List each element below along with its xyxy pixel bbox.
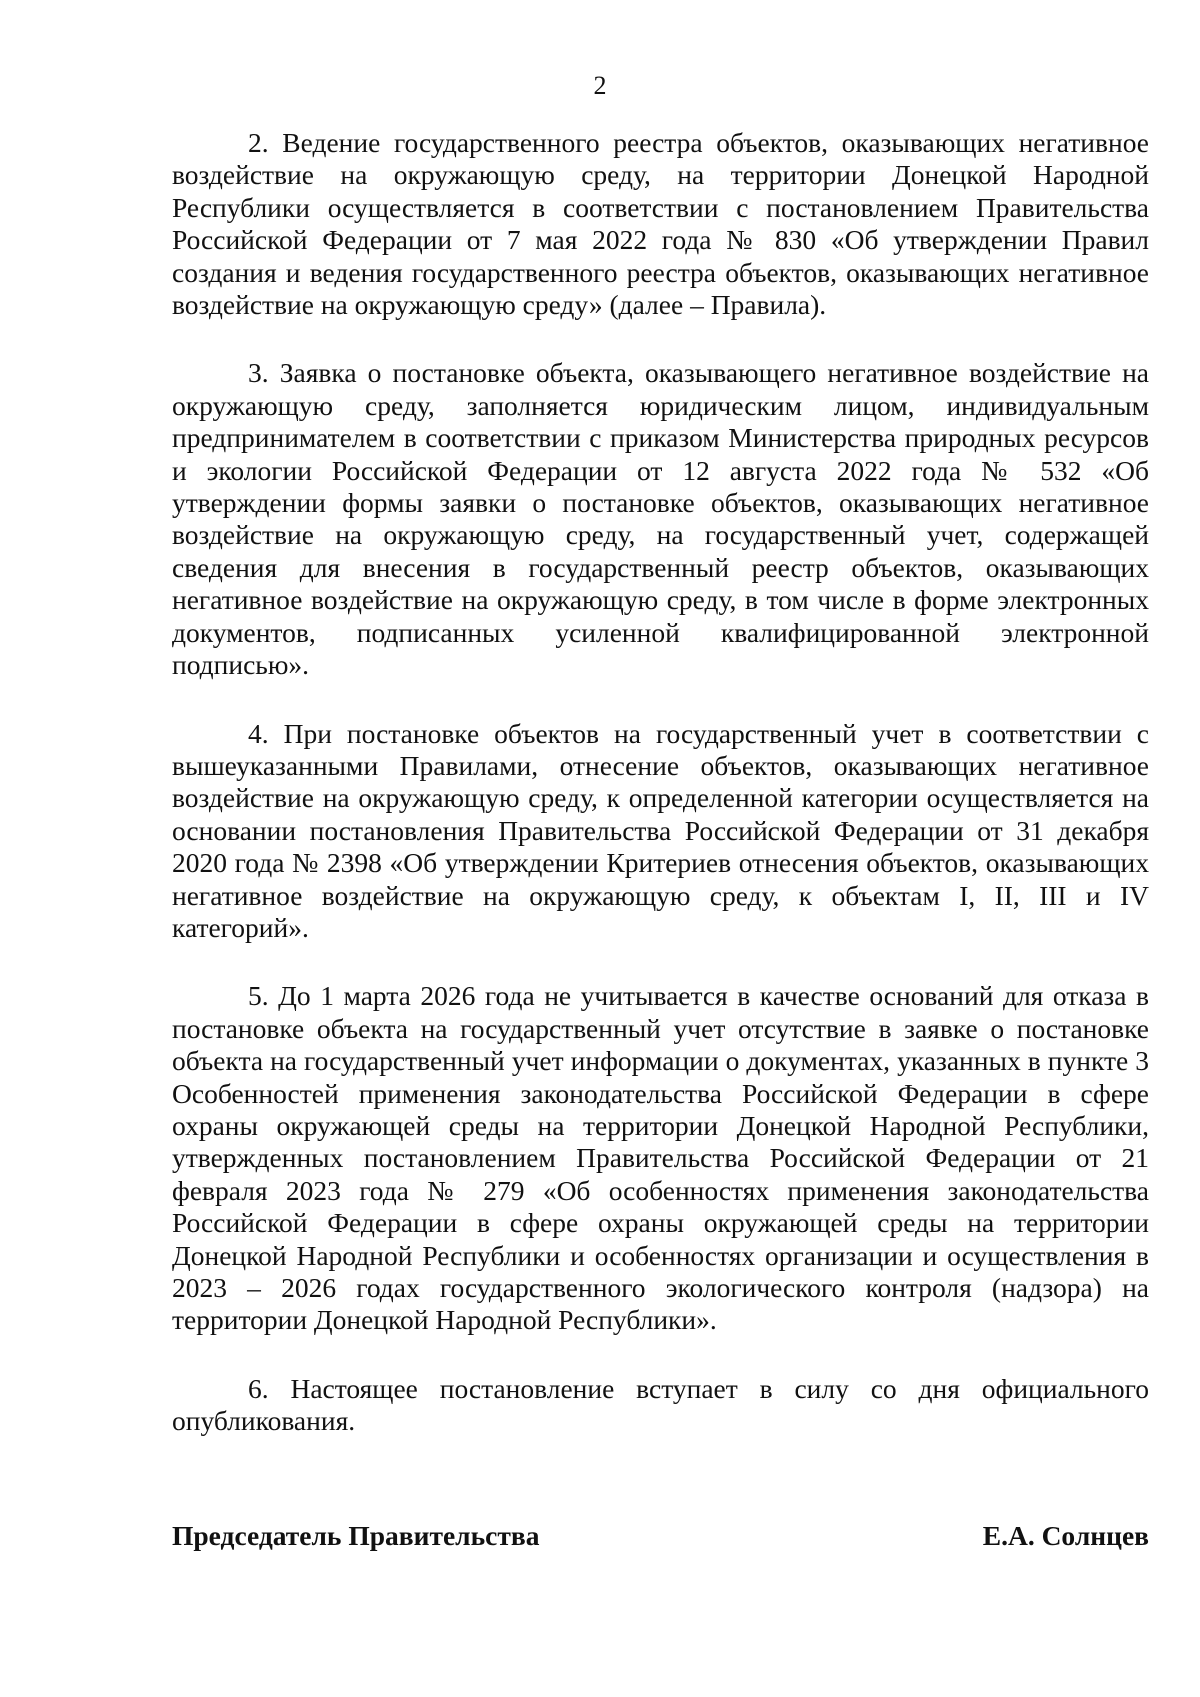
paragraph-6: 6. Настоящее постановление вступает в силу со дня официального опубликования. [172, 1372, 1149, 1437]
paragraph-3: 3. Заявка о постановке объекта, оказывающего негативное воздействие на окружающую среду, заполняется юридическим лицом, индивидуальным предпринимателем в соответствии с приказом Министерства природных ресурсов и экологии Российской Федерации от 12 августа 2022 года № 532 «Об утверждении формы заявки о постановке объектов, оказывающих негативное воздействие на окружающую среду, на государственный учет, содержащей сведения для внесения в государственный реестр объектов, оказывающих негативное воздействие на окружающую среду, в том числе в форме электронных документов, подписанных усиленной квалифицированной электронной подписью». [172, 357, 1149, 681]
page-number: 2 [593, 71, 607, 100]
document-body [172, 127, 1149, 1474]
paragraph-4: 4. При постановке объектов на государственный учет в соответствии с вышеуказанными Правилами, отнесение объектов, оказывающих негативное воздействие на окружающую среду, к определенной категории осуществляется на основании постановления Правительства Российской Федерации от 31 декабря 2020 года № 2398 «Об утверждении Критериев отнесения объектов, оказывающих негативное воздействие на окружающую среду, к объектам I, II, III и IV категорий». [172, 717, 1149, 943]
paragraph-2: 2. Ведение государственного реестра объектов, оказывающих негативное воздействие на окружающую среду, на территории Донецкой Народной Республики осуществляется в соответствии с постановлением Правительства Российской Федерации от 7 мая 2022 года № 830 «Об утверждении Правил создания и ведения государственного реестра объектов, оказывающих негативное воздействие на окружающую среду» (далее – Правила). [172, 127, 1149, 321]
paragraph-5: 5. До 1 марта 2026 года не учитывается в качестве оснований для отказа в постановке объекта на государственный учет отсутствие в заявке о постановке объекта на государственный учет информации о документах, указанных в пункте 3 Особенностей применения законодательства Российской Федерации в сфере охраны окружающей среды на территории Донецкой Народной Республики, утвержденных постановлением Правительства Российской Федерации от 21 февраля 2023 года № 279 «Об особенностях применения законодательства Российской Федерации в сфере охраны окружающей среды на территории Донецкой Народной Республики и особенностях организации и осуществления в 2023 – 2026 годах государственного экологического контроля (надзора) на территории Донецкой Народной Республики». [172, 980, 1149, 1336]
signature-block [172, 1520, 1149, 1552]
signatory-position: Председатель Правительства [172, 1520, 540, 1551]
signatory-name: Е.А. Солнцев [982, 1520, 1149, 1551]
